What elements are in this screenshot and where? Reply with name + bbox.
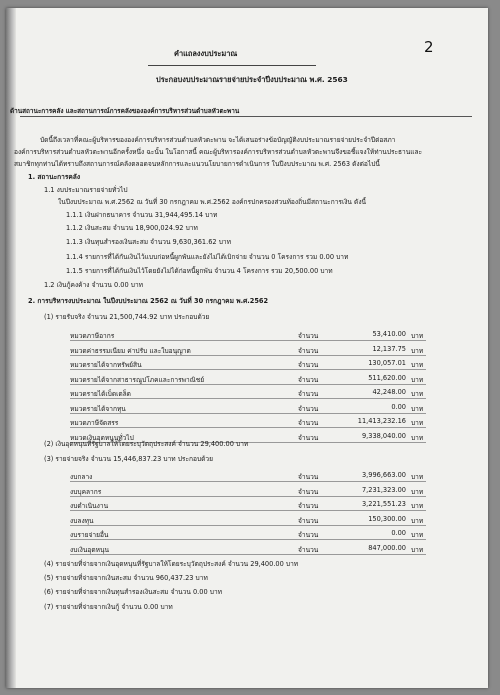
section-1-2: 1.2 เงินกู้คงค้าง จำนวน 0.00 บาท	[44, 281, 144, 289]
heading-rule	[20, 116, 472, 117]
row-count-label: จำนวน	[298, 419, 319, 427]
row-label: หมวดรายได้จากทุน	[70, 404, 126, 413]
row-rule	[70, 355, 426, 356]
row-unit: บาท	[411, 390, 424, 398]
row-rule	[70, 398, 426, 399]
section-2-2: (2) เงินอุดหนุนที่รัฐบาลให้โดยระบุวัตถุประสงค์ จำนวน 29,400.00 บาท	[44, 440, 249, 448]
row-unit: บาท	[411, 346, 424, 355]
row-label: หมวดค่าธรรมเนียม ค่าปรับ และใบอนุญาต	[70, 346, 191, 355]
row-amount: 3,221,551.23	[361, 500, 406, 508]
row-label: งบรายจ่ายอื่น	[70, 531, 109, 539]
row-amount: 0.00	[391, 402, 406, 411]
row-rule	[70, 510, 426, 511]
row-label: งบกลาง	[70, 473, 93, 481]
row-unit: บาท	[411, 433, 424, 442]
row-count-label: จำนวน	[298, 531, 319, 539]
section-2-5: (5) รายจ่ายที่จ่ายจากเงินสะสม จำนวน 960,437.23 บาท	[44, 574, 208, 582]
section-2-heading: 2. การบริหารงบประมาณ ในปีงบประมาณ 2562 ณ วันที่ 30 กรกฎาคม พ.ศ.2562	[28, 297, 269, 305]
row-amount: 42,248.00	[372, 388, 406, 396]
row-unit: บาท	[411, 487, 424, 496]
section-2-1: (1) รายรับจริง จำนวน 21,500,744.92 บาท ประกอบด้วย	[44, 313, 210, 321]
row-rule	[70, 554, 426, 555]
section-2-6: (6) รายจ่ายที่จ่ายจากเงินทุนสำรองเงินสะสม จำนวน 0.00 บาท	[44, 588, 222, 596]
row-amount: 0.00	[391, 529, 406, 537]
title-underline	[148, 65, 316, 66]
intro-line-2: องค์การบริหารส่วนตำบลหัวตะพานอีกครั้งหนึ่ง ฉะนั้น ในโอกาสนี้ คณะผู้บริหารองค์การบริหารส่วนตำบลหัวตะพานจึงขอชี้แจงให้ท่านประธานและ	[14, 148, 423, 156]
section-1-1: 1.1 งบประมาณรายจ่ายทั่วไป	[44, 186, 128, 194]
page-title: คำแถลงงบประมาณ	[174, 49, 238, 58]
row-count-label: จำนวน	[298, 390, 319, 398]
row-unit: บาท	[411, 375, 424, 384]
row-amount: 847,000.00	[368, 543, 406, 552]
row-unit: บาท	[411, 404, 424, 413]
row-unit: บาท	[411, 361, 424, 369]
row-unit: บาท	[411, 332, 424, 340]
row-label: งบลงทุน	[70, 516, 94, 525]
row-amount: 7,231,323.00	[361, 485, 406, 494]
section-1-heading: 1. สถานะการคลัง	[28, 173, 81, 181]
row-unit: บาท	[411, 502, 424, 510]
row-rule	[70, 369, 426, 370]
section-2-7: (7) รายจ่ายที่จ่ายจากเงินกู้ จำนวน 0.00 บาท	[44, 603, 173, 611]
row-count-label: จำนวน	[298, 332, 319, 340]
row-amount: 150,300.00	[368, 514, 406, 523]
row-unit: บาท	[411, 516, 424, 525]
row-count-label: จำนวน	[298, 361, 319, 369]
row-count-label: จำนวน	[298, 375, 319, 384]
row-amount: 53,410.00	[372, 330, 406, 338]
row-label: งบบุคลากร	[70, 487, 102, 496]
row-unit: บาท	[411, 419, 424, 427]
section-2-3: (3) รายจ่ายจริง จำนวน 15,446,837.23 บาท ประกอบด้วย	[44, 455, 213, 463]
section-1-1-text: ในปีงบประมาณ พ.ศ.2562 ณ วันที่ 30 กรกฎาคม พ.ศ.2562 องค์กรปกครองส่วนท้องถิ่นมีสถานะการเงิน ดังนี้	[58, 198, 367, 206]
page-number: 2	[424, 38, 434, 56]
row-rule	[70, 413, 426, 414]
row-count-label: จำนวน	[298, 545, 319, 554]
row-rule	[70, 340, 426, 341]
row-rule	[70, 496, 426, 497]
item-1-1-2: 1.1.2 เงินสะสม จำนวน 18,900,024.92 บาท	[66, 224, 198, 232]
row-count-label: จำนวน	[298, 473, 319, 481]
row-label: หมวดรายได้เบ็ดเตล็ด	[70, 390, 131, 398]
row-count-label: จำนวน	[298, 404, 319, 413]
row-rule	[70, 384, 426, 385]
item-1-1-1: 1.1.1 เงินฝากธนาคาร จำนวน 31,944,495.14 บาท	[66, 211, 218, 219]
row-label: หมวดรายได้จากทรัพย์สิน	[70, 361, 142, 369]
item-1-1-3: 1.1.3 เงินทุนสำรองเงินสะสม จำนวน 9,630,361.62 บาท	[66, 238, 231, 246]
row-label: หมวดรายได้จากสาธารณูปโภคและการพาณิชย์	[70, 375, 205, 384]
row-amount: 12,137.75	[372, 344, 406, 353]
row-label: งบเงินอุดหนุน	[70, 545, 109, 554]
intro-line-1: บัดนี้ถึงเวลาที่คณะผู้บริหารขององค์การบริหารส่วนตำบลหัวตะพาน จะได้เสนอร่างข้อบัญญัติงบประมาณรายจ่ายประจำปีต่อสภา	[40, 136, 396, 144]
row-unit: บาท	[411, 545, 424, 554]
row-label: งบดำเนินงาน	[70, 502, 109, 510]
row-count-label: จำนวน	[298, 433, 319, 442]
intro-line-3: สมาชิกทุกท่านได้ทราบถึงสถานการณ์คลังตลอดจนหลักการและแนวนโยบายการดำเนินการ ในปีงบประมาณ พ.ศ. 2563 ดังต่อไปนี้	[14, 160, 380, 168]
row-count-label: จำนวน	[298, 516, 319, 525]
row-amount: 3,996,663.00	[361, 471, 406, 479]
row-label: หมวดภาษีจัดสรร	[70, 419, 119, 427]
row-rule	[70, 427, 426, 428]
item-1-1-5: 1.1.5 รายการที่ได้กันเงินไว้โดยยังไม่ได้ก่อหนี้ผูกพัน จำนวน 4 โครงการ รวม 20,500.00 บาท	[66, 267, 333, 275]
item-1-1-4: 1.1.4 รายการที่ได้กันเงินไว้แบบก่อหนี้ผูกพันและยังไม่ได้เบิกจ่าย จำนวน 0 โครงการ รวม 0.00 บาท	[66, 253, 349, 261]
row-label: หมวดภาษีอากร	[70, 332, 115, 340]
section-2-4: (4) รายจ่ายที่จ่ายจากเงินอุดหนุนที่รัฐบาลให้โดยระบุวัตถุประสงค์ จำนวน 29,400.00 บาท	[44, 560, 299, 568]
row-amount: 11,413,232.16	[357, 417, 406, 425]
row-label: หมวดเงินอุดหนุนทั่วไป	[70, 433, 134, 442]
row-amount: 130,057.01	[368, 359, 406, 367]
row-unit: บาท	[411, 473, 424, 481]
row-amount: 511,620.00	[368, 373, 406, 382]
row-rule	[70, 481, 426, 482]
row-rule	[70, 539, 426, 540]
row-count-label: จำนวน	[298, 502, 319, 510]
page-subtitle: ประกอบงบประมาณรายจ่ายประจำปีงบประมาณ พ.ศ. 2563	[156, 75, 348, 84]
document-page	[6, 8, 488, 688]
row-unit: บาท	[411, 531, 424, 539]
row-rule	[70, 525, 426, 526]
row-count-label: จำนวน	[298, 346, 319, 355]
row-count-label: จำนวน	[298, 487, 319, 496]
section-heading: ด้านสถานะการคลัง และสถานการณ์การคลังขององค์การบริหารส่วนตำบลหัวตะพาน	[10, 107, 240, 115]
row-amount: 9,338,040.00	[361, 431, 406, 440]
